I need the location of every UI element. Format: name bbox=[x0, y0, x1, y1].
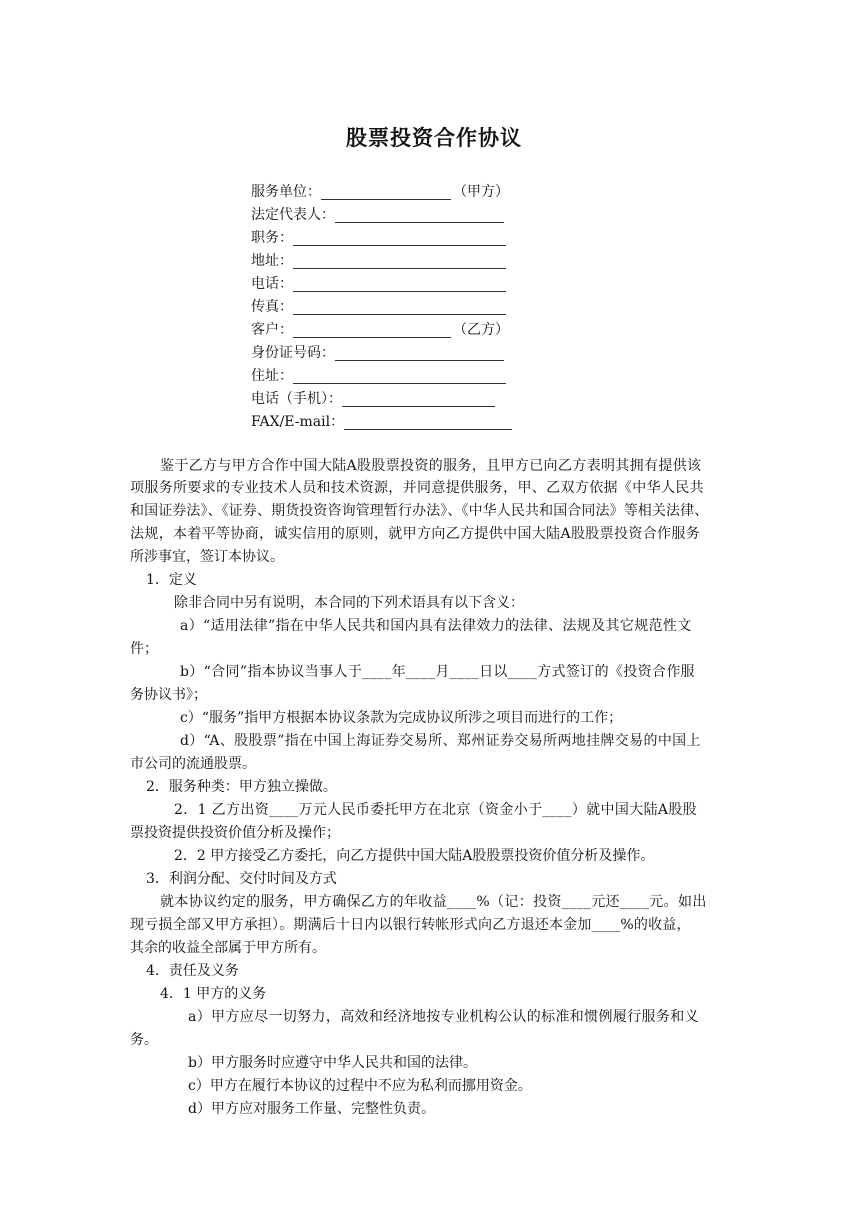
body-line: 除非合同中另有说明，本合同的下列术语具有以下含义： bbox=[174, 595, 524, 611]
fill-blank bbox=[293, 230, 506, 246]
fill-blank bbox=[335, 207, 504, 223]
field-label: 电话（手机）： bbox=[251, 391, 342, 407]
fill-blank bbox=[293, 368, 506, 384]
body-line: 件； bbox=[130, 641, 158, 657]
field-mobile bbox=[251, 388, 495, 410]
body-line: d）甲方应对服务工作量、完整性负责。 bbox=[188, 1101, 435, 1117]
body-line: 所涉事宜，签订本协议。 bbox=[130, 549, 284, 565]
document-title: 股票投资合作协议 bbox=[346, 125, 522, 150]
body-line: d）“A、股股票”指在中国上海证券交易所、郑州证券交易所两地挂牌交易的中国上 bbox=[180, 733, 701, 749]
body-line: 和国证券法》、《证券、期货投资咨询管理暂行办法》、《中华人民共和国合同法》等相关法律、 bbox=[130, 503, 709, 519]
field-fax bbox=[251, 296, 506, 318]
body-line: 2．1 乙方出资____万元人民币委托甲方在北京（资金小于____）就中国大陆A股股 bbox=[174, 802, 698, 818]
body-line: b）“合同”指本协议当事人于____年____月____日以____方式签订的《投资合作服 bbox=[180, 664, 696, 680]
field-label: 法定代表人： bbox=[251, 207, 335, 223]
field-legal-rep bbox=[251, 204, 504, 226]
field-service-unit bbox=[251, 181, 509, 203]
field-client bbox=[251, 319, 509, 341]
field-label: 身份证号码： bbox=[251, 345, 335, 361]
body-line: 就本协议约定的服务，甲方确保乙方的年收益____%（记：投资____元还____元。如出 bbox=[160, 894, 707, 910]
body-line: c）甲方在履行本协议的过程中不应为私利而挪用资金。 bbox=[188, 1078, 532, 1094]
field-label: 地址： bbox=[251, 253, 293, 269]
field-residence bbox=[251, 365, 506, 387]
field-fax-email bbox=[251, 411, 512, 433]
body-line: c）“服务”指甲方根据本协议条款为完成协议所涉之项目而进行的工作； bbox=[180, 710, 623, 726]
section-heading: 3．利润分配、交付时间及方式 bbox=[146, 871, 337, 887]
body-line: 票投资提供投资价值分析及操作； bbox=[130, 825, 340, 841]
field-id-number bbox=[251, 342, 504, 364]
body-line: 项服务所要求的专业技术人员和技术资源，并同意提供服务，甲、乙双方依据《中华人民共 bbox=[130, 480, 704, 496]
section-heading: 1．定义 bbox=[146, 572, 197, 588]
field-label: FAX/E-mail： bbox=[251, 414, 345, 430]
body-line: 其余的收益全部属于甲方所有。 bbox=[130, 940, 326, 956]
field-label: 职务： bbox=[251, 230, 293, 246]
field-label: 服务单位： bbox=[251, 184, 321, 200]
section-heading: 4．责任及义务 bbox=[146, 963, 239, 979]
body-line: 2．2 甲方接受乙方委托，向乙方提供中国大陆A股股票投资价值分析及操作。 bbox=[174, 848, 655, 864]
body-line: 务。 bbox=[130, 1032, 158, 1048]
fill-blank bbox=[342, 391, 495, 407]
fill-blank bbox=[335, 345, 504, 361]
field-address bbox=[251, 250, 506, 272]
body-line: a）“适用法律”指在中华人民共和国内具有法律效力的法律、法规及其它规范性文 bbox=[180, 618, 692, 634]
body-line: 现亏损全部又甲方承担）。期满后十日内以银行转帐形式向乙方退还本金加____%的收益， bbox=[130, 917, 691, 933]
fill-blank bbox=[293, 276, 506, 292]
fill-blank bbox=[293, 253, 506, 269]
body-line: 市公司的流通股票。 bbox=[130, 756, 256, 772]
body-line: a）甲方应尽一切努力，高效和经济地按专业机构公认的标准和惯例履行服务和义 bbox=[188, 1009, 699, 1025]
subsection-heading: 4．1 甲方的义务 bbox=[160, 986, 267, 1002]
field-position bbox=[251, 227, 506, 249]
body-line: 鉴于乙方与甲方合作中国大陆A股股票投资的服务，且甲方已向乙方表明其拥有提供该 bbox=[160, 458, 702, 474]
fill-blank bbox=[293, 299, 506, 315]
party-tag: （乙方） bbox=[453, 322, 509, 338]
field-label: 住址： bbox=[251, 368, 293, 384]
field-phone bbox=[251, 273, 506, 295]
fill-blank bbox=[321, 184, 451, 200]
fill-blank bbox=[344, 414, 512, 430]
body-line: b）甲方服务时应遵守中华人民共和国的法律。 bbox=[188, 1055, 477, 1071]
field-label: 电话： bbox=[251, 276, 293, 292]
party-tag: （甲方） bbox=[453, 184, 509, 200]
body-line: 法规，本着平等协商，诚实信用的原则，就甲方向乙方提供中国大陆A股股票投资合作服务 bbox=[130, 526, 701, 542]
body-line: 务协议书》； bbox=[130, 687, 207, 703]
field-label: 传真： bbox=[251, 299, 293, 315]
fill-blank bbox=[293, 322, 451, 338]
field-label: 客户： bbox=[251, 322, 293, 338]
section-heading: 2．服务种类：甲方独立操做。 bbox=[146, 779, 337, 795]
